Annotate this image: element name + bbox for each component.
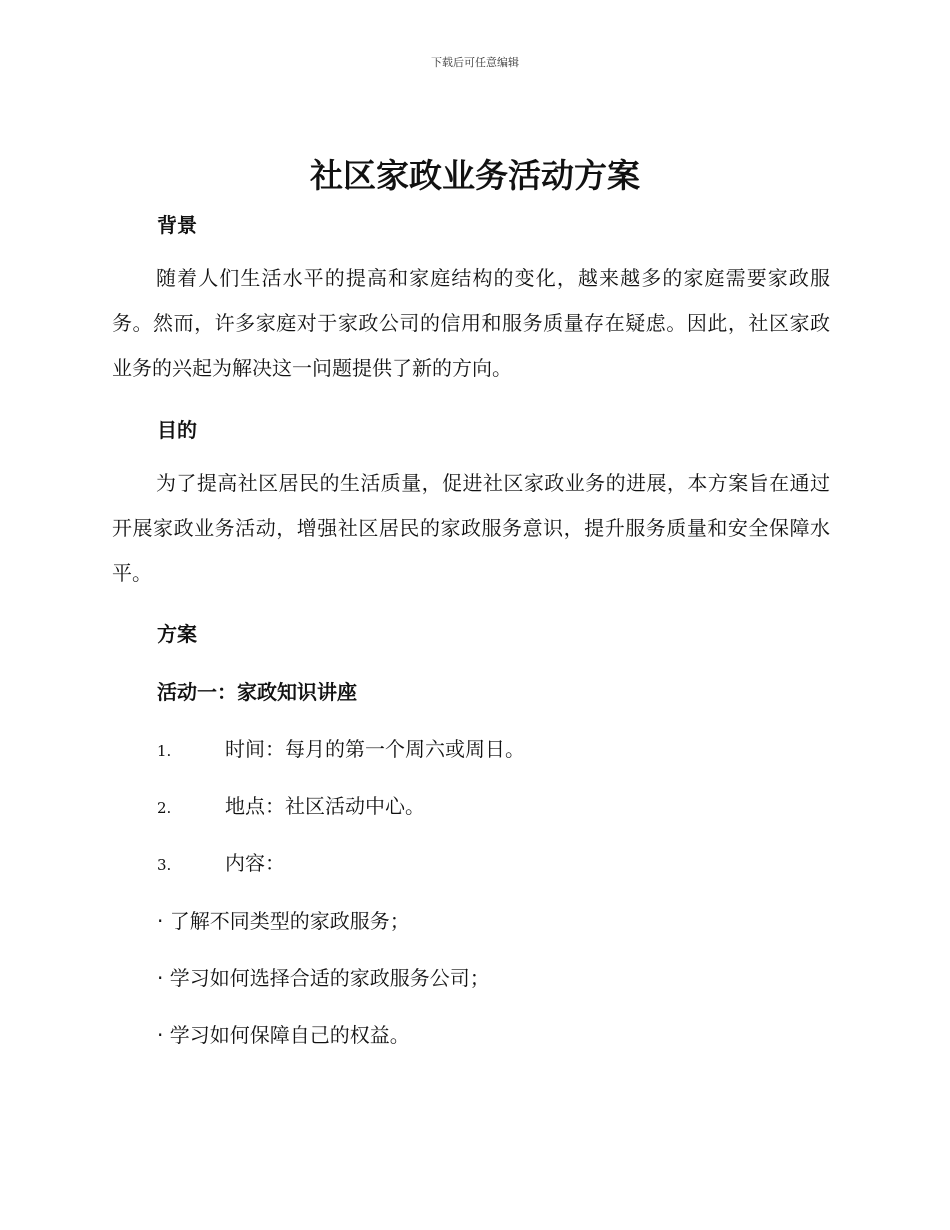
section-heading-background: 背景	[157, 213, 197, 237]
background-paragraph: 随着人们生活水平的提高和家庭结构的变化，越来越多的家庭需要家政服务。然而，许多家庭对于家政公司的信用和服务质量存在疑虑。因此，社区家政业务的兴起为解决这一问题提供了新的方向。	[112, 266, 830, 380]
bullet-item: · 学习如何选择合适的家政服务公司；	[157, 966, 490, 990]
list-item	[157, 790, 425, 819]
list-item	[157, 733, 525, 762]
list-item-number: 3.	[157, 856, 172, 874]
list-item-text: 内容：	[225, 851, 285, 875]
list-item	[157, 847, 285, 876]
purpose-paragraph: 为了提高社区居民的生活质量，促进社区家政业务的进展，本方案旨在通过开展家政业务活动，增强社区居民的家政服务意识，提升服务质量和安全保障水平。	[112, 471, 830, 585]
list-item-number: 2.	[157, 799, 172, 817]
document-title: 社区家政业务活动方案	[310, 156, 640, 195]
header-note: 下载后可任意编辑	[431, 56, 519, 69]
list-item-text: 时间：每月的第一个周六或周日。	[225, 737, 525, 761]
activity-heading: 活动一：家政知识讲座	[157, 680, 357, 704]
list-item-number: 1.	[157, 742, 172, 760]
bullet-item: · 学习如何保障自己的权益。	[157, 1023, 410, 1047]
section-heading-purpose: 目的	[157, 418, 197, 442]
list-item-text: 地点：社区活动中心。	[225, 794, 425, 818]
section-heading-plan: 方案	[157, 622, 197, 646]
bullet-item: · 了解不同类型的家政服务；	[157, 909, 410, 933]
